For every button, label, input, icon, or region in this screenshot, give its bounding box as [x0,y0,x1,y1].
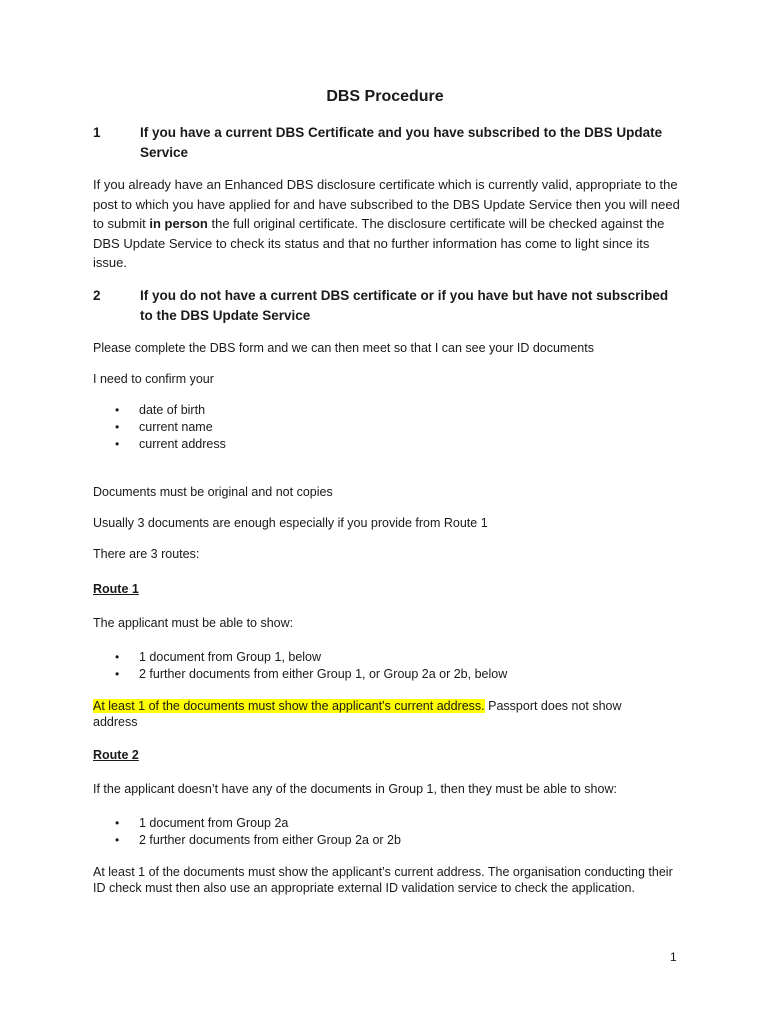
list-item: • 1 document from Group 1, below [115,649,507,666]
originals-note: Documents must be original and not copies [93,485,333,499]
route-1-note-rest: Passport does not show address [93,699,622,729]
section-2-heading: If you do not have a current DBS certificate or if you have but have not subscribed to the DBS Update Service [140,288,669,323]
section-1-number: 1 [93,125,101,140]
route-1-list [115,649,507,683]
route-1-intro: The applicant must be able to show: [93,616,294,630]
route-2-list [115,815,401,849]
section-2-intro: Please complete the DBS form and we can then meet so that I can see your ID documents [93,341,594,355]
section-1-paragraph-part-a: If you already have an Enhanced DBS disclosure certificate which is currently valid, appropriate to the post to which you have applied for and have subscribed to the DBS Update Service then you will need to submit [93,177,680,231]
list-item: • 2 further documents from either Group 2a or 2b [115,832,401,849]
route-1-note-highlight: At least 1 of the documents must show the applicant’s current address. [93,699,485,713]
list-item: • date of birth [115,402,226,419]
route-2-note: At least 1 of the documents must show the applicant’s current address. The organisation conducting their ID check must then also use an appropriate external ID validation service to check the application. [93,865,673,895]
section-1-paragraph-part-b: the full original certificate. The disclosure certificate will be checked against the DBS Update Service to check its status and that no further information has come to light since its issue. [93,216,665,270]
list-item: • 1 document from Group 2a [115,815,401,832]
section-1-heading: If you have a current DBS Certificate and you have subscribed to the DBS Update Service [140,125,663,160]
section-1-paragraph-bold: in person [149,216,208,231]
list-item: • current name [115,419,226,436]
section-2-number: 2 [93,288,101,303]
routes-intro: There are 3 routes: [93,547,200,561]
section-2-confirm: I need to confirm your [93,372,214,386]
page-title: DBS Procedure [326,88,444,105]
page-number: 1 [670,950,677,964]
route-2-intro: If the applicant doesn’t have any of the documents in Group 1, then they must be able to show: [93,782,617,796]
route-1-note [93,698,663,730]
usually-note: Usually 3 documents are enough especially if you provide from Route 1 [93,516,488,530]
list-item: • 2 further documents from either Group 1, or Group 2a or 2b, below [115,666,507,683]
confirm-list [115,402,226,453]
section-1-paragraph [93,175,683,273]
list-item: • current address [115,436,226,453]
route-2-heading: Route 2 [93,748,139,762]
route-1-heading: Route 1 [93,582,139,596]
